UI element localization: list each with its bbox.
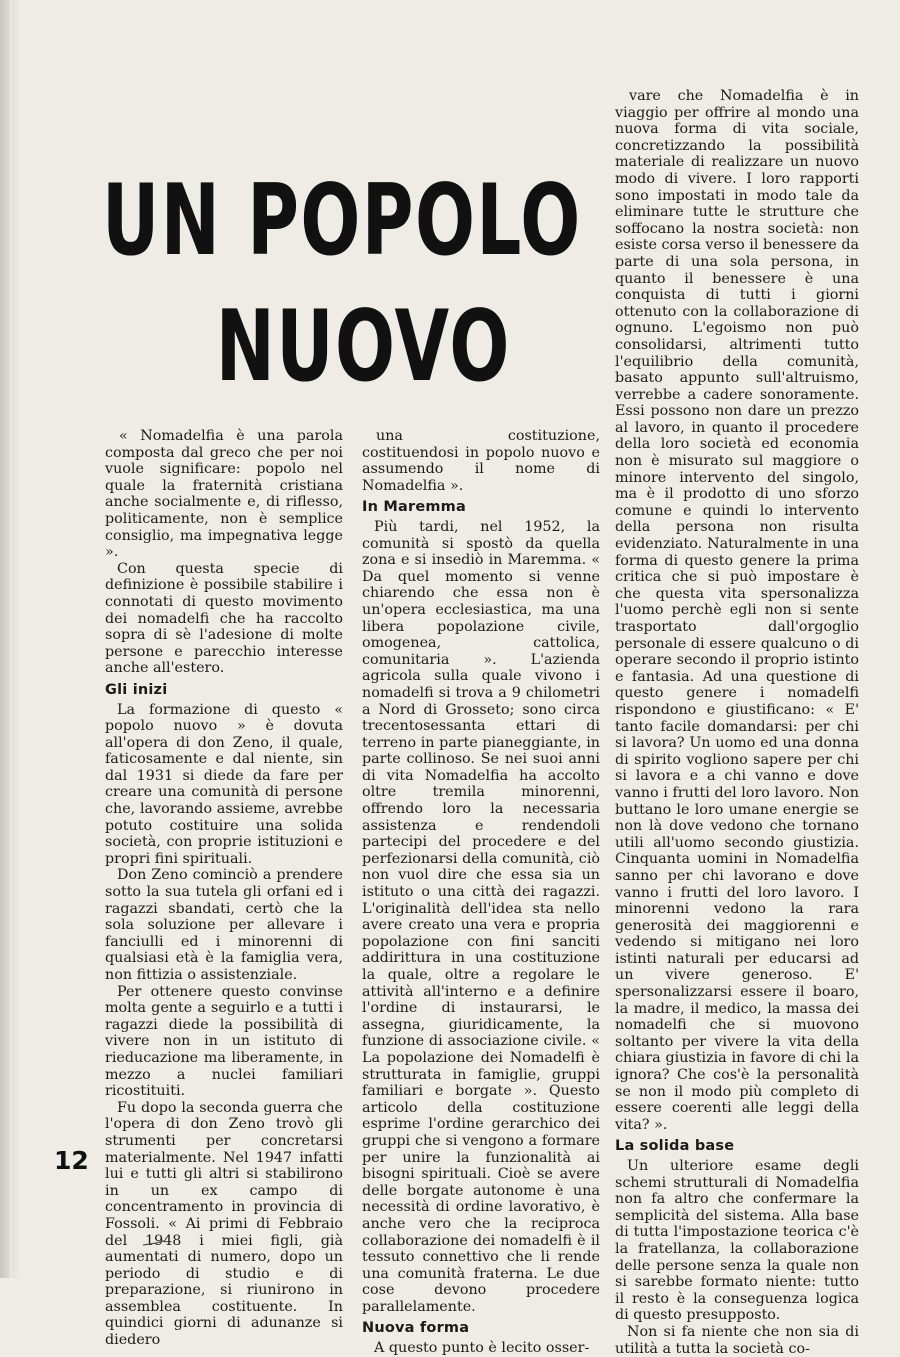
section-heading-gli-inizi: Gli inizi bbox=[105, 681, 168, 698]
title-line-2: NUOVO bbox=[215, 290, 511, 404]
column-1 bbox=[105, 428, 343, 1349]
paragraph: una costituzione, costituendosi in popolo nuovo e assumendo il nome di Nomadelfia ». bbox=[362, 428, 600, 494]
section-heading-nuova-forma: Nuova forma bbox=[362, 1320, 470, 1337]
paragraph: Con questa specie di definizione è possibile stabilire i connotati di questo movimento dei nomadelfi che ha raccolto sopra di sè l'adesione di molte persone e parecchio interesse anche all'estero. bbox=[105, 560, 343, 677]
title-line-1: UN POPOLO bbox=[102, 164, 582, 278]
column-3 bbox=[615, 88, 859, 1357]
paragraph: Un ulteriore esame degli schemi strutturali di Nomadelfia non fa altro che confermare la semplicità del sistema. Alla base di tutta l'impostazione teorica c'è la fratellanza, la collaborazione delle persone senza la quale non si sarebbe formato niente: tutto il resto è la conseguenza logica di questo presupposto. bbox=[615, 1158, 859, 1324]
paragraph: A questo punto è lecito osser- bbox=[374, 1340, 590, 1357]
section-heading-in-maremma: In Maremma bbox=[362, 499, 466, 516]
paragraph: vare che Nomadelfia è in viaggio per offrire al mondo una nuova forma di vita sociale, concretizzando la possibilità materiale di realizzare un nuovo modo di vivere. I loro rapporti sono impostati in modo tale da eliminare tutte le strutture che soffocano la nostra società: non esiste corsa verso il benessere da parte di una sola persona, in quanto il benessere è una conquista di tutti i giorni ottenuto con la collaborazione di ognuno. L'egoismo non può consolidarsi, altrimenti tutto l'equilibrio della comunità, basato appunto sull'altruismo, verrebbe a cadere sonoramente. Essi possono non dare un prezzo al lavoro, in quanto il procedere della loro società ed economia non è misurato sul maggiore o minore intervento del singolo, ma è il prodotto di uno sforzo comune e quindi lo intervento della persona non risulta evidenziato. Naturalmente in una forma di questo genere la prima critica che si può impostare è che questa vita spersonalizza l'uomo perchè egli non si sente trasportato dall'orgoglio personale di essere qualcuno o di operare secondo il proprio istinto e fantasia. Ad una questione di questo genere i nomadelfi rispondono e giustificano: « E' tanto facile domandarsi: per chi si lavora? Un uomo ed una donna di spirito vogliono sapere per chi si lavora e a chi vanno e dove vanno i frutti del loro lavoro. Non buttano le loro umane energie se non là dove vedono che tornano utili all'uomo secondo giustizia. Cinquanta uomini in Nomadelfia sanno per chi lavorano e dove vanno i frutti del loro lavoro. I minorenni vedono la rara generosità dei maggiorenni e vedendo si mitigano nei loro istinti naturali per educarsi ad un vivere generoso. E' spersonalizzarsi essere il boaro, la madre, il medico, la massa dei nomadelfi che si muovono soltanto per vivere la vita della chiara giustizia in favore di chi la ignora? Che cos'è la personalità se non il modo più completo di essere coerenti alle leggi della vita? ». bbox=[615, 88, 859, 1133]
paragraph: Fu dopo la seconda guerra che l'opera di don Zeno trovò gli strumenti per concretarsi materialmente. Nel 1947 infatti lui e tutti gli altri si stabilirono in un ex campo di concentramento in provincia di Fossoli. « Ai primi di Febbraio del 1948 i miei figli, già aumentati di numero, dopo un periodo di studio e di preparazione, si riunirono in assemblea costituente. In quindici giorni di adunanze si diedero bbox=[105, 1099, 343, 1349]
paragraph: Più tardi, nel 1952, la comunità si spostò da quella zona e si insediò in Maremma. « Da quel momento si venne chiarendo che essa non è un'opera ecclesiastica, ma una libera popolazione civile, omogenea, cattolica, comunitaria ». L'azienda agricola sulla quale vivono i nomadelfi si trova a 9 chilometri a Nord di Grosseto; sono circa trecentosessanta ettari di terreno in parte pianeggiante, in parte collinoso. Se nei suoi anni di vita Nomadelfia ha accolto oltre tremila minorenni, offrendo loro la necessaria assistenza e rendendoli partecipi del procedere e del perfezionarsi della comunità, ciò non vuol dire che essa sia un istituto o una città dei ragazzi. L'originalità dell'idea sta nello avere creato una vera e propria popolazione con fini sanciti addirittura in una costituzione la quale, oltre a regolare le attività all'interno e a definire l'ordine di instaurarsi, le assegna, giuridicamente, la funzione di associazione civile. « La popolazione dei Nomadelfi è strutturata in famiglie, gruppi familiari e borgate ». Questo articolo della costituzione esprime l'ordine gerarchico dei gruppi che si vengono a formare per unire la funzionalità ai bisogni spirituali. Cioè se avere delle borgate autonome è una necessità di ordine lavorativo, è anche vero che la reciproca collaborazione dei nomadelfi è il tessuto connettivo che li rende una comunità fraterna. Le due cose devono procedere parallelamente. bbox=[362, 518, 600, 1315]
paragraph: « Nomadelfia è una parola composta dal greco che per noi vuole significare: popolo nel quale la fraternità cristiana anche socialmente e, di riflesso, politicamente, non è semplice consiglio, ma impegnativa legge ». bbox=[105, 428, 343, 561]
paragraph: La formazione di questo « popolo nuovo » è dovuta all'opera di don Zeno, il quale, faticosamente e dal niente, sin dal 1931 si diede da fare per creare una comunità di persone che, lavorando assieme, avrebbe potuto costituire una solida società, con proprie istituzioni e propri fini spirituali. bbox=[105, 701, 343, 867]
paragraph: Don Zeno cominciò a prendere sotto la sua tutela gli orfani ed i ragazzi sbandati, certò che la sola soluzione per allevare i fanciulli ed i minorenni di qualsiasi età è la famiglia vera, non fittizia o assistenziale. bbox=[105, 867, 343, 983]
article-title bbox=[102, 158, 582, 410]
paragraph: Non si fa niente che non sia di utilità a tutta la società co- bbox=[615, 1323, 859, 1357]
paragraph: Per ottenere questo convinse molta gente a seguirlo e a tutti i ragazzi diede la possibilità di vivere non in un istituto di rieducazione ma liberamente, in mezzo a nuclei familiari ricostituiti. bbox=[105, 983, 343, 1100]
section-heading-la-solida-base: La solida base bbox=[615, 1138, 735, 1155]
ink-smudge bbox=[142, 1240, 166, 1246]
column-2 bbox=[362, 428, 600, 1357]
page-edge bbox=[8, 0, 12, 1278]
page-number: 12 bbox=[54, 1146, 89, 1175]
